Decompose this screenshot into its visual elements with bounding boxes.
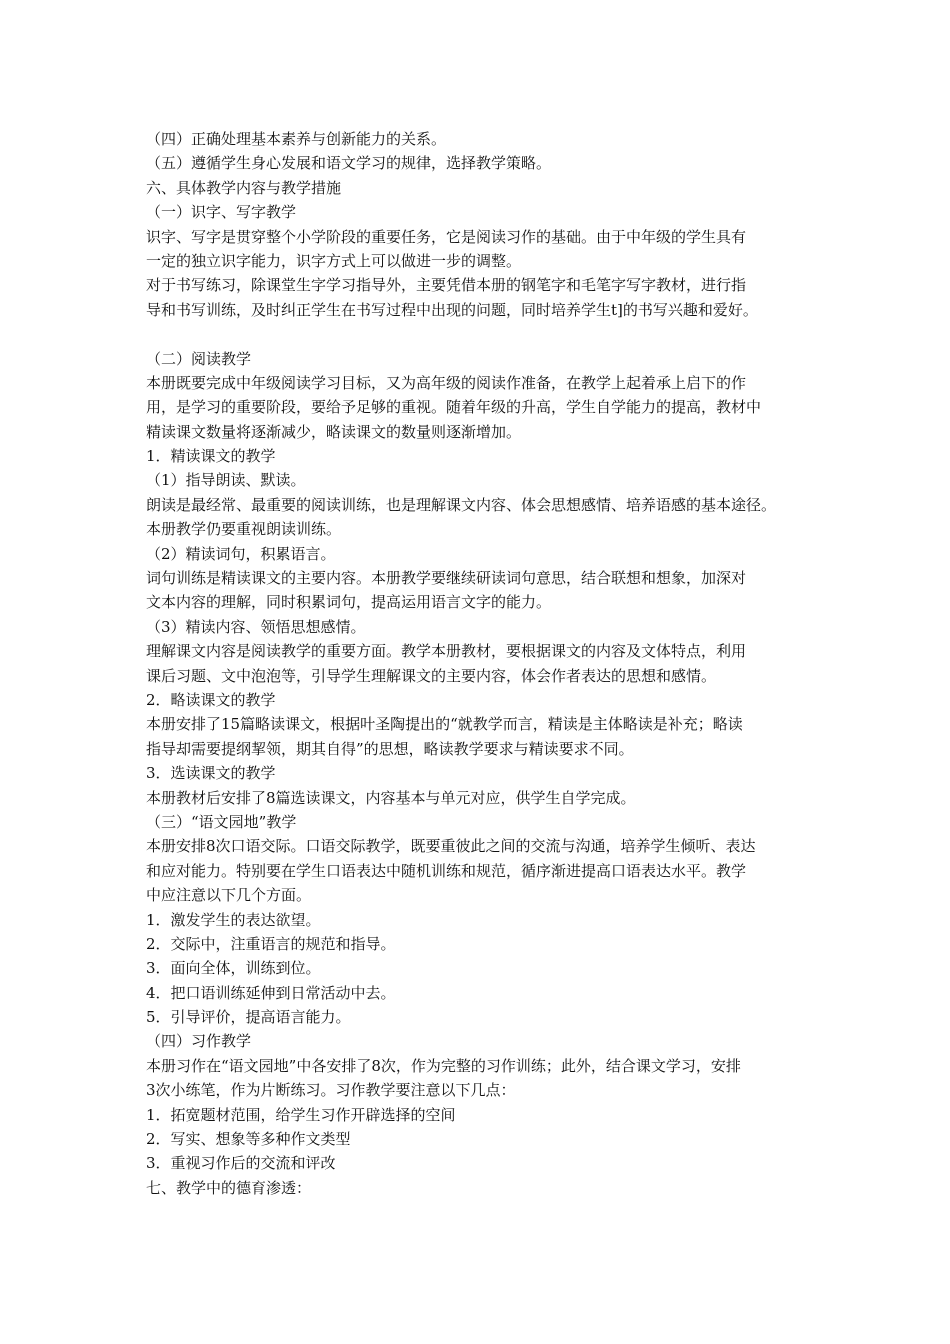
text-line: 一定的独立识字能力，识字方式上可以做进一步的调整。	[146, 251, 522, 270]
subsection-heading: （四）习作教学	[146, 1032, 252, 1051]
item-heading: 1．精读课文的教学	[146, 447, 276, 466]
text-line: 文本内容的理解，同时积累词句，提高运用语言文字的能力。	[146, 593, 552, 612]
text-line: 本册安排了15篇略读课文，根据叶圣陶提出的“就教学而言，精读是主体略读是补充；略读	[146, 715, 743, 734]
text-line: 本册既要完成中年级阅读学习目标，又为高年级的阅读作准备，在教学上起着承上启下的作	[146, 373, 747, 392]
text-line: （五）遵循学生身心发展和语文学习的规律，选择教学策略。	[146, 154, 552, 173]
text-line: 3次小练笔，作为片断练习。习作教学要注意以下几点：	[146, 1081, 516, 1100]
item-heading: 2．略读课文的教学	[146, 690, 276, 709]
list-item: 1．拓宽题材范围，给学生习作开辟选择的空间	[146, 1105, 456, 1124]
text-line: 和应对能力。特别要在学生口语表达中随机训练和规范，循序渐进提高口语表达水平。教学	[146, 861, 747, 880]
list-item: 4．把口语训练延伸到日常活动中去。	[146, 983, 396, 1002]
text-line: 指导却需要提纲挈领，期其自得”的思想，略读教学要求与精读要求不同。	[146, 739, 634, 758]
text-line: 词句训练是精读课文的主要内容。本册教学要继续研读词句意思，结合联想和想象，加深对	[146, 569, 747, 588]
list-item: 1．激发学生的表达欲望。	[146, 910, 321, 929]
text-line: 本册教材后安排了8篇选读课文，内容基本与单元对应，供学生自学完成。	[146, 788, 636, 807]
section-heading: 七、教学中的德育渗透：	[146, 1178, 312, 1197]
list-item: 3．重视习作后的交流和评改	[146, 1154, 336, 1173]
list-item: 2．交际中，注重语言的规范和指导。	[146, 934, 396, 953]
list-item: 5．引导评价，提高语言能力。	[146, 1008, 351, 1027]
text-line: 用，是学习的重要阶段，要给予足够的重视。随着年级的升高，学生自学能力的提高，教材中	[146, 398, 762, 417]
text-line: 本册教学仍要重视朗读训练。	[146, 520, 342, 539]
text-line: 理解课文内容是阅读教学的重要方面。教学本册教材，要根据课文的内容及文体特点，利用	[146, 642, 747, 661]
text-line: 朗读是最经常、最重要的阅读训练，也是理解课文内容、体会思想感情、培养语感的基本途径。	[146, 495, 777, 514]
text-line: 精读课文数量将逐渐减少，略读课文的数量则逐渐增加。	[146, 422, 522, 441]
text-line: 导和书写训练，及时纠正学生在书写过程中出现的问题，同时培养学生t]的书写兴趣和爱好。	[146, 300, 758, 319]
item-heading: （1）指导朗读、默读。	[146, 471, 306, 490]
text-line: （四）正确处理基本素养与创新能力的关系。	[146, 130, 447, 148]
item-heading: （3）精读内容、领悟思想感情。	[146, 617, 366, 636]
blank-line	[146, 322, 826, 346]
section-heading: 六、具体教学内容与教学措施	[146, 178, 342, 197]
document-page	[146, 127, 826, 1200]
text-line: 本册安排8次口语交际。口语交际教学，既要重彼此之间的交流与沟通，培养学生倾听、表达	[146, 837, 756, 856]
text-line: 识字、写字是贯穿整个小学阶段的重要任务，它是阅读习作的基础。由于中年级的学生具有	[146, 227, 747, 246]
text-line: 对于书写练习，除课堂生字学习指导外，主要凭借本册的钢笔字和毛笔字写字教材，进行指	[146, 276, 747, 295]
item-heading: （2）精读词句，积累语言。	[146, 544, 336, 563]
list-item: 2．写实、想象等多种作文类型	[146, 1130, 351, 1149]
text-line: 课后习题、文中泡泡等，引导学生理解课文的主要内容，体会作者表达的思想和感情。	[146, 666, 717, 685]
text-line: 中应注意以下几个方面。	[146, 886, 312, 905]
list-item: 3．面向全体，训练到位。	[146, 959, 321, 978]
text-line: 本册习作在“语文园地”中各安排了8次，作为完整的习作训练；此外，结合课文学习，安排	[146, 1056, 741, 1075]
subsection-heading: （二）阅读教学	[146, 349, 252, 368]
subsection-heading: （三）“语文园地”教学	[146, 812, 297, 831]
item-heading: 3．选读课文的教学	[146, 764, 276, 783]
subsection-heading: （一）识字、写字教学	[146, 203, 297, 222]
